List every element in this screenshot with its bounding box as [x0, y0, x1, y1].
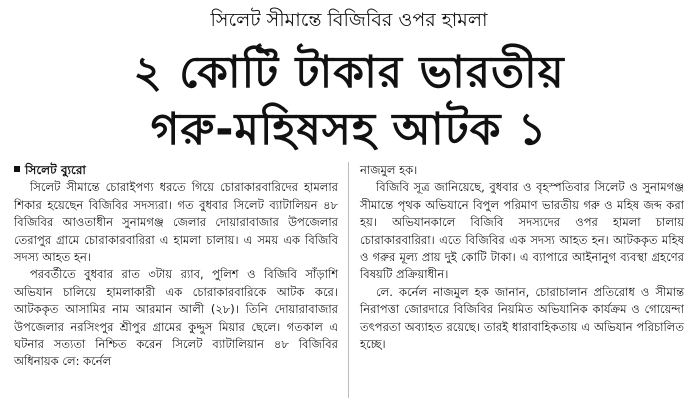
- paragraph: সিলেট সীমান্তে চোরাইপণ্য ধরতে গিয়ে চোরাকারবারিদের হামলার শিকার হয়েছেন বিজিবির সদস্যরা। গত বুধবার সিলেট ব্যাটালিয়ন ৪৮ বিজিবির আওতাধীন সুনামগঞ্জ জেলার দোয়ারাবাজার উপজেলার তেরাপুর গ্রামে চোরাকারবারিরা এ হামলা চালায়। এ সময় এক বিজিবি সদস্য আহত হন।: [14, 180, 338, 265]
- byline-text: সিলেট ব্যুরো: [25, 163, 86, 177]
- paragraph: পরবর্তীতে বুধবার রাত ৩টায় র‍্যাব, পুলিশ ও বিজিবি সাঁড়াশি অভিযান চালিয়ে হামলাকারী এক চোরাকারবারিকে আটক করে। আটককৃত আসামির নাম আরমান আলী (২৮)। তিনি দোয়ারাবাজার উপজেলার নরসিংপুর শ্রীপুর গ্রামের কুদ্দুস মিয়ার ছেলে। গতকাল এ ঘটনার সত্যতা নিশ্চিত করেন সিলেট ব্যাটালিয়ান ৪৮ বিজিবির অধিনায়ক লে: কর্নেল: [14, 267, 338, 369]
- byline: [14, 162, 338, 179]
- square-bullet-icon: [14, 166, 20, 172]
- article-column-right: [360, 162, 684, 353]
- headline-line-1: ২ কোটি টাকার ভারতীয়: [133, 47, 565, 98]
- paragraph: লে. কর্নেল নাজমুল হক জানান, চোরাচালান প্রতিরোধ ও সীমান্ত নিরাপত্তা জোরদারে বিজিবির নিয়মিত অভিযানিক কার্যক্রম ও গোয়েন্দা তৎপরতা অব্যাহত রয়েছে। তারই ধারাবাহিকতায় এ অভিযান পরিচালিত হচ্ছে।: [360, 284, 684, 352]
- paragraph: নাজমুল হক।: [360, 163, 418, 177]
- column-divider: [348, 162, 349, 398]
- headline-line-2: গরু-মহিষসহ আটক ১: [150, 104, 548, 155]
- article-column-left: [14, 162, 338, 371]
- kicker: সিলেট সীমান্তে বিজিবির ওপর হামলা: [210, 9, 488, 31]
- paragraph: বিজিবি সূত্র জানিয়েছে, বুধবার ও বৃহস্পতিবার সিলেট ও সুনামগঞ্জ সীমান্তে পৃথক অভিযানে বিপুল পরিমাণ ভারতীয় গরু ও মহিষ জব্দ করা হয়। অভিযানকালে বিজিবি সদস্যদের ওপর হামলা চালায় চোরাকারবারিরা। এতে বিজিবির এক সদস্য আহত হন। আটককৃত মহিষ ও গরুর মূল্য প্রায় দুই কোটি টাকা। এ ব্যাপারে আইনানুগ ব্যবস্থা গ্রহণের বিষয়টি প্রক্রিয়াধীন।: [360, 180, 684, 282]
